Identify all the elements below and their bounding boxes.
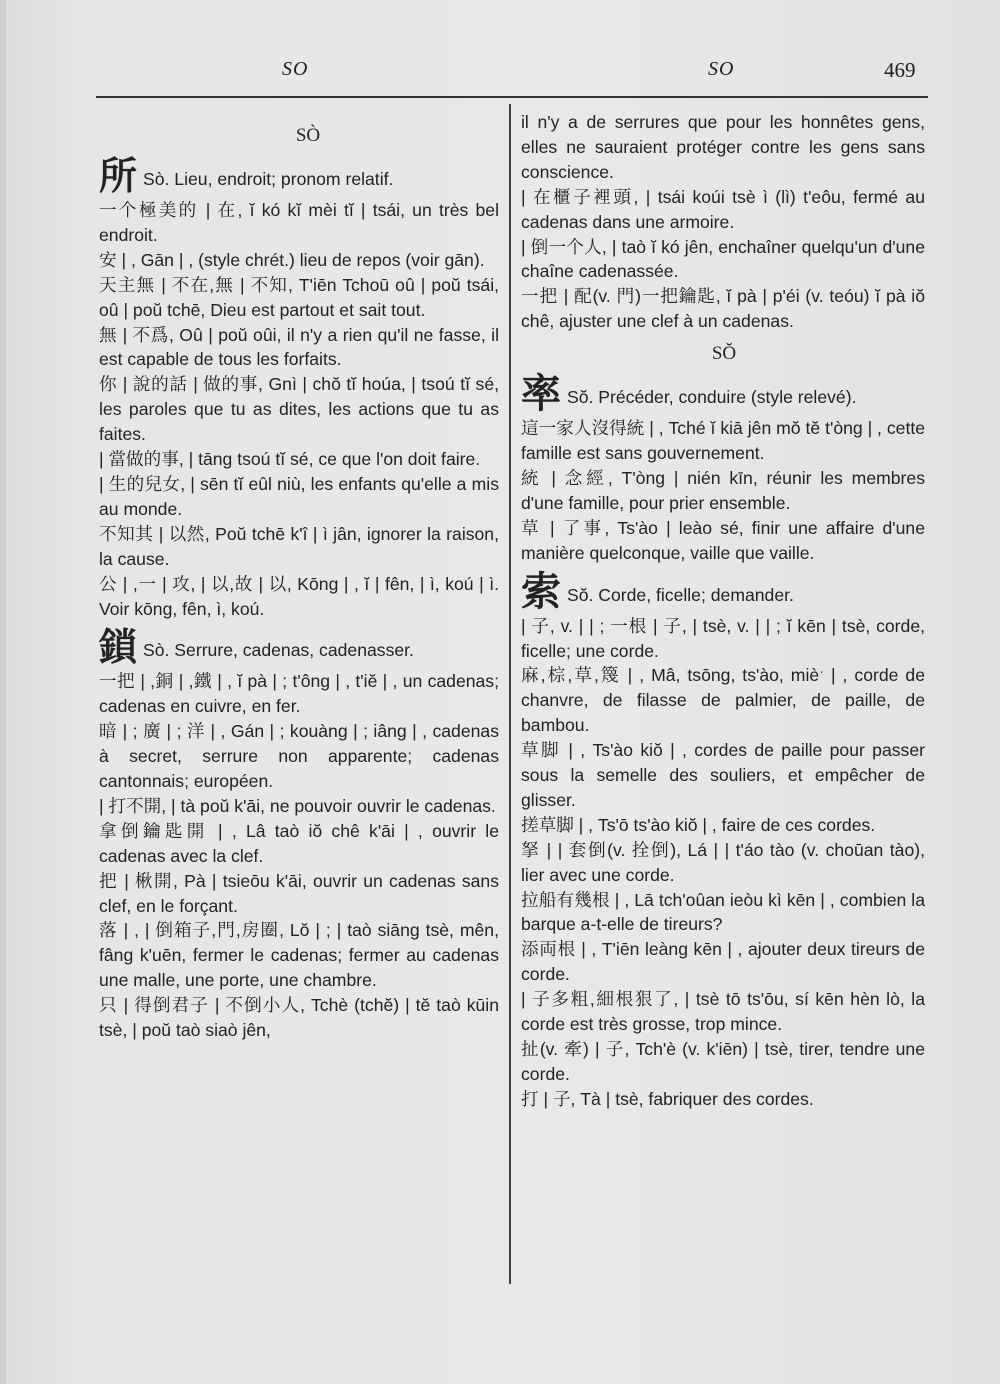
right-column [521,110,925,1112]
dictionary-entry: 落 | , | 倒箱子,門,房圈, Lŏ | ; | taò siāng tsè, mên, fâng k'uēn, fermer le cadenas; fermer au cadenas une malle, une porte, une chambre. [99,920,499,991]
dictionary-entry: 一把 | 配(v. 門)一把鑰匙, ĭ pà | p'éi (v. teóu) ĭ pà iŏ chê, ajuster une clef à un cadenas. [521,286,925,332]
dictionary-entry: | 倒一个人, | taò ĭ kó jên, enchaîner quelqu'un d'une chaîne cadenassée. [521,236,925,282]
left-column [99,110,499,1043]
dictionary-entry: | 打不開, | tà poŭ k'āi, ne pouvoir ouvrir le cadenas. [99,795,496,816]
section-title: SŎ [711,343,737,365]
head-character: 鎖 [99,625,138,670]
dictionary-entry: | 生的兒女, | sēn tĭ eûl niù, les enfants qu'elle a mis au monde. [99,473,499,519]
dictionary-entry: 暗 | ; 廣 | ; 洋 | , Gán | ; kouàng | ; iâng | , cadenas à secret, serrure non apparente; cadenas cantonnais; européen. [99,721,499,792]
dictionary-entry: 搓草脚 | , Ts'ō ts'ào kiŏ | , faire de ces cordes. [521,814,876,835]
dictionary-entry: 拏 | | 套倒(v. 拴倒), Lá | | t'áo tào (v. choūan tào), lier avec une corde. [521,839,925,885]
page-edge [0,0,6,1384]
dictionary-entry: | 當做的事, | tāng tsoú tĭ sé, ce que l'on doit faire. [99,449,481,470]
page-header [0,58,1000,88]
dictionary-entry: | 在櫃子裡頭, | tsái koúi tsè ì (lì) t'eôu, fermé au cadenas dans une armoire. [521,186,925,232]
dictionary-entry: 把 | 楸開, Pà | tsieōu k'āi, ouvrir un cadenas sans clef, en le forçant. [99,870,499,916]
head-character: 索 [521,568,561,615]
dictionary-entry: 天主無 | 不在,無 | 不知, T'iēn Tchoū oû | poŭ tsái, oû | poŭ tchē, Dieu est partout et sait tout. [99,274,499,320]
continued-text: il n'y a de serrures que pour les honnêtes gens, elles ne sauraient protéger contre les gens sans conscience. [521,112,925,182]
dictionary-entry: 扯(v. 牽) | 子, Tch'è (v. k'iēn) | tsè, tirer, tendre une corde. [521,1039,925,1084]
head-definition: Sò. Lieu, endroit; pronom relatif. [143,169,394,189]
dictionary-entry: 一个極美的 | 在, ĭ kó kĭ mèi tĭ | tsái, un très bel endroit. [99,200,499,245]
head-entry [521,372,925,416]
head-definition: Sŏ. Précéder, conduire (style relevé). [567,387,857,408]
dictionary-entry: 拿倒鑰匙開 | , Lâ taò iŏ chê k'āi | , ouvrir le cadenas avec la clef. [99,820,499,866]
page-number: 469 [884,58,916,82]
column-divider [509,104,511,1284]
dictionary-entry: 添両根 | , T'iēn leàng kēn | , ajouter deux tireurs de corde. [521,939,925,985]
dictionary-entry: 一把 | ,銅 | ,鐵 | , ĭ pà | ; t'ông | , t'iĕ | , un cadenas; cadenas en cuivre, en fer. [99,671,499,717]
head-character: 率 [521,371,561,418]
dictionary-entry: 無 | 不爲, Oû | poŭ oûi, il n'y a rien qu'il ne fasse, il est capable de tous les forfaits. [99,324,499,370]
dictionary-entry: 統 | 念經, T'òng | nién kīn, réunir les membres d'une famille, pour prier ensemble. [521,467,925,513]
dictionary-entry: 只 | 得倒君子 | 不倒小人, Tchè (tchĕ) | tĕ taò kūin tsè, | poŭ taò siaò jên, [99,995,499,1041]
section-title: SÒ [295,125,321,146]
head-character: 所 [99,154,138,198]
dictionary-entry: 這一家人沒得統 | , Tché ĭ kiā jên mŏ tĕ t'òng | , cette famille est sans gouvernement. [521,418,925,464]
dictionary-entry: | 子, v. | | ; 一根 | 子, | tsè, v. | | ; ĭ kēn | tsè, corde, ficelle; une corde. [521,615,925,661]
dictionary-entry: 你 | 說的話 | 做的事, Gnì | chŏ tĭ hoúa, | tsoú tĭ sé, les paroles que tu as dites, les actions que tu as faites. [99,374,499,445]
dictionary-entry: 公 | ,一 | 攻, | 以,故 | 以, Kōng | , ĭ | fên, | ì, koú | ì. Voir kōng, fên, ì, koú. [99,573,499,619]
dictionary-entry: | 子多粗,細根狠了, | tsè tō ts'ōu, sí kēn hèn lò, la corde est très grosse, trop mince. [521,989,925,1035]
head-entry [521,570,925,614]
head-definition: Sŏ. Corde, ficelle; demander. [567,584,794,605]
dictionary-entry: 安 | , Gān | , (style chrét.) lieu de repos (voir gān). [99,249,485,270]
running-head-left: SO [282,58,309,80]
head-entry [99,625,499,669]
running-head-right: SO [708,58,735,80]
dictionary-entry: 草 | 了事, Ts'ào | leào sé, finir une affaire d'une manière quelconque, vaille que vaille. [521,517,925,563]
dictionary-entry: 打 | 子, Tà | tsè, fabriquer des cordes. [521,1088,814,1109]
header-rule [96,96,928,98]
dictionary-entry: 草脚 | , Ts'ào kiŏ | , cordes de paille pour passer sous la semelle des souliers, et empêcher de glisser. [521,740,925,810]
dictionary-entry: 拉船有幾根 | , Lā tch'oûan ieòu kì kēn | , combien la barque a-t-elle de tireurs? [521,889,925,935]
head-definition: Sò. Serrure, cadenas, cadenasser. [143,640,414,661]
dictionary-entry: 不知其 | 以然, Poŭ tchē k'î | ì jân, ignorer la raison, la cause. [99,523,499,569]
head-entry [99,154,499,198]
dictionary-entry: 麻,棕,草,篾 | , Mâ, tsōng, ts'ào, mièˑ | , corde de chanvre, de filasse de palmier, de paille, de bambou. [521,665,925,736]
